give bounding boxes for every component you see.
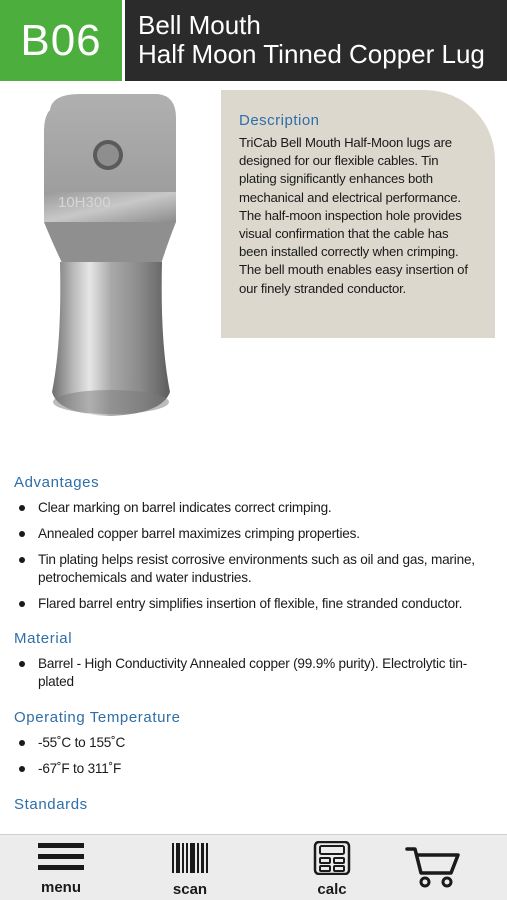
list-item-text: Tin plating helps resist corrosive environments such as oil and gas, marine, petrochemicals and water industries.	[38, 552, 475, 585]
cart-icon	[405, 845, 461, 889]
list-item-text: -67˚F to 311˚F	[38, 761, 122, 776]
advantages-heading: Advantages	[14, 474, 100, 491]
spec-content	[14, 474, 494, 821]
list-item-text: Barrel - High Conductivity Annealed copper (99.9% purity). Electrolytic tin-plated	[38, 656, 468, 689]
list-item	[14, 734, 494, 752]
temperature-list	[14, 734, 494, 778]
menu-label: menu	[40, 879, 81, 896]
standards-section	[14, 796, 494, 813]
bullet-icon	[19, 740, 25, 746]
material-list	[14, 655, 494, 691]
barcode-icon	[170, 841, 210, 875]
bullet-icon	[19, 661, 25, 667]
list-item-text: -55˚C to 155˚C	[38, 735, 126, 750]
menu-icon	[37, 841, 85, 873]
list-item	[14, 551, 494, 587]
list-item	[14, 499, 494, 517]
bullet-icon	[19, 601, 25, 607]
scan-label: scan	[172, 881, 208, 898]
temperature-heading: Operating Temperature	[14, 709, 181, 726]
bullet-icon	[19, 531, 25, 537]
bullet-icon	[19, 505, 25, 511]
title-line-2: Half Moon Tinned Copper Lug	[138, 39, 485, 69]
product-code: B06	[20, 15, 102, 65]
temperature-section	[14, 709, 494, 778]
list-item	[14, 525, 494, 543]
calc-button[interactable]	[302, 841, 362, 898]
list-item	[14, 655, 494, 691]
menu-button[interactable]	[30, 841, 92, 896]
product-code-badge	[0, 0, 122, 81]
list-item	[14, 760, 494, 778]
material-section	[14, 630, 494, 691]
list-item-text: Clear marking on barrel indicates correct crimping.	[38, 500, 332, 515]
description-heading: Description	[239, 112, 320, 129]
advantages-section	[14, 474, 494, 613]
copper-lug-image	[30, 92, 200, 422]
advantages-list	[14, 499, 494, 613]
list-item-text: Flared barrel entry simplifies insertion of flexible, fine stranded conductor.	[38, 596, 463, 611]
list-item	[14, 595, 494, 613]
scan-button[interactable]	[160, 841, 220, 898]
calc-label: calc	[317, 881, 347, 898]
calculator-icon	[313, 841, 351, 875]
cart-button[interactable]	[402, 845, 464, 894]
material-heading: Material	[14, 630, 73, 647]
bottom-toolbar	[0, 834, 507, 900]
bullet-icon	[19, 766, 25, 772]
lug-marking: 10H300	[58, 194, 111, 211]
list-item-text: Annealed copper barrel maximizes crimping properties.	[38, 526, 360, 541]
description-text: TriCab Bell Mouth Half-Moon lugs are designed for our flexible cables. Tin plating significantly enhances both mechanical and electrical performance. The half-moon inspection hole provides visual confirmation that the cable has been installed correctly when crimping. The bell mouth enables easy insertion of our finely stranded conductor.	[239, 135, 468, 296]
bullet-icon	[19, 557, 25, 563]
title-line-1: Bell Mouth	[138, 10, 261, 40]
description-card	[221, 90, 495, 338]
standards-heading: Standards	[14, 796, 88, 813]
page-title	[125, 0, 485, 81]
header-bar	[0, 0, 507, 81]
